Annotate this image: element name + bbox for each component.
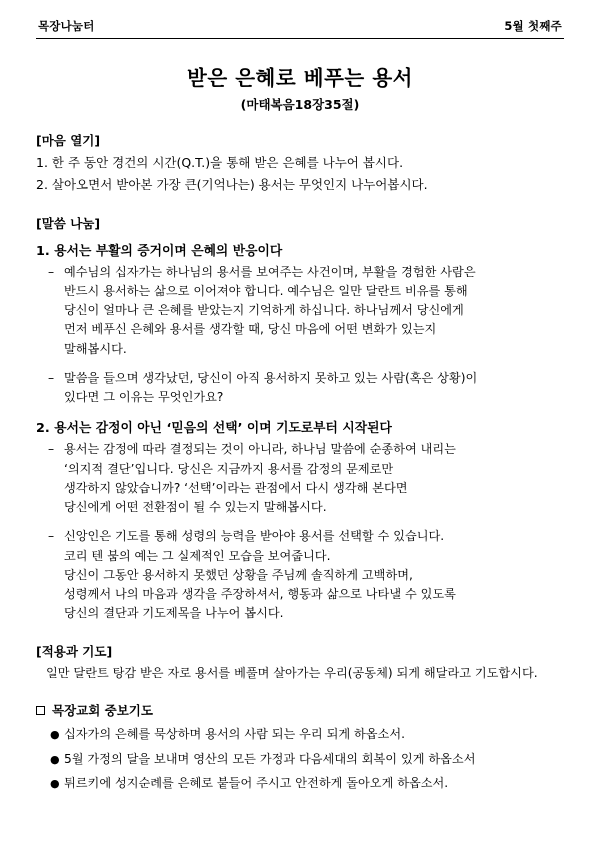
sharing-dash-item (36, 369, 564, 408)
dash-icon: – (48, 264, 55, 279)
page-header (36, 18, 564, 39)
prayer-heading-row (36, 701, 564, 719)
section-opening (36, 131, 564, 196)
prayer-list-item (36, 774, 564, 793)
sharing-dash-item (36, 527, 564, 623)
section-application (36, 642, 564, 684)
bullet-dot-icon: ● (50, 752, 60, 766)
prayer-item-text: 5월 가정의 달을 보내며 영산의 모든 가정과 다음세대의 회복이 있게 하옵소서 (64, 751, 476, 766)
opening-item: 1. 한 주 동안 경건의 시간(Q.T.)을 통해 받은 은혜를 나누어 봅시다. (36, 155, 404, 170)
section-sharing (36, 214, 564, 624)
section-prayer (36, 701, 564, 793)
sharing-dash-item (36, 263, 564, 359)
prayer-item-text: 십자가의 은혜를 묵상하며 용서의 사람 되는 우리 되게 하옵소서. (64, 727, 405, 742)
page-subtitle: (마태복음18장35절) (240, 97, 360, 112)
opening-heading: [마음 열기] (36, 133, 101, 148)
title-block (36, 61, 564, 113)
prayer-heading: 목장교회 중보기도 (52, 703, 153, 719)
application-text: 일만 달란트 탕감 받은 자로 용서를 베풀며 살아가는 우리(공동체) 되게 해달라고 기도합시다. (46, 665, 538, 680)
header-left-label: 목장나눔터 (38, 19, 95, 33)
bullet-dot-icon: ● (50, 728, 60, 742)
sharing-heading: [말씀 나눔] (36, 215, 101, 231)
opening-item: 2. 살아오면서 받아본 가장 큰(기억나는) 용서는 무엇인지 나누어봅시다. (36, 177, 428, 193)
dash-text: 말씀을 들으며 생각났던, 당신이 아직 용서하지 못하고 있는 사람(혹은 상황)이 있다면 그 이유는 무엇인가요? (64, 370, 478, 405)
checkbox-square-icon (36, 706, 45, 715)
dash-icon: – (48, 370, 55, 385)
application-heading: [적용과 기도] (36, 643, 113, 659)
prayer-list-item (36, 725, 564, 744)
prayer-item-text: 튀르키에 성지순례를 은혜로 붙들어 주시고 안전하게 돌아오게 하옵소서. (64, 775, 449, 790)
dash-icon: – (48, 529, 55, 544)
dash-text: 신앙인은 기도를 통해 성령의 능력을 받아야 용서를 선택할 수 있습니다. 코리 텐 붐의 예는 그 실제적인 모습을 보여줍니다. 당신이 그동안 용서하지 못했던 상황을 주님께 솔직하게 고백하며, 성령께서 나의 마음과 생각을 주장하셔서, 행동과 삶으로 나타낼 수 있도록 당신의 결단과 기도제목을 나누어 봅시다. (64, 529, 456, 621)
dash-text: 예수님의 십자가는 하나님의 용서를 보여주는 사건이며, 부활을 경험한 사람은 반드시 용서하는 삶으로 이어져야 합니다. 예수님은 일만 달란트 비유를 통해 당신이 얼마나 큰 은혜를 받았는지 기억하게 하십니다. 하나님께서 당신에게 먼저 베푸신 은혜와 용서를 생각할 때, 당신 마음에 어떤 변화가 있는지 말해봅시다. (64, 264, 476, 356)
dash-icon: – (48, 442, 55, 457)
bullet-dot-icon: ● (50, 776, 60, 790)
header-right-label: 5월 첫째주 (504, 19, 562, 33)
prayer-list-item (36, 750, 564, 769)
sharing-point-title: 2. 용서는 감정이 아닌 ‘믿음의 선택’ 이며 기도로부터 시작된다 (36, 421, 392, 437)
sharing-dash-item (36, 440, 564, 517)
page-title: 받은 은혜로 베푸는 용서 (187, 66, 413, 90)
dash-text: 용서는 감정에 따라 결정되는 것이 아니라, 하나님 말씀에 순종하여 내리는 ‘의지적 결단’입니다. 당신은 지금까지 용서를 감정의 문제로만 생각하지 않았습니까? ‘선택’이라는 관점에서 다시 생각해 본다면 당신에게 어떤 전환점이 될 수 있는지 말해봅시다. (64, 442, 456, 515)
sharing-point-title: 1. 용서는 부활의 증거이며 은혜의 반응이다 (36, 243, 283, 259)
